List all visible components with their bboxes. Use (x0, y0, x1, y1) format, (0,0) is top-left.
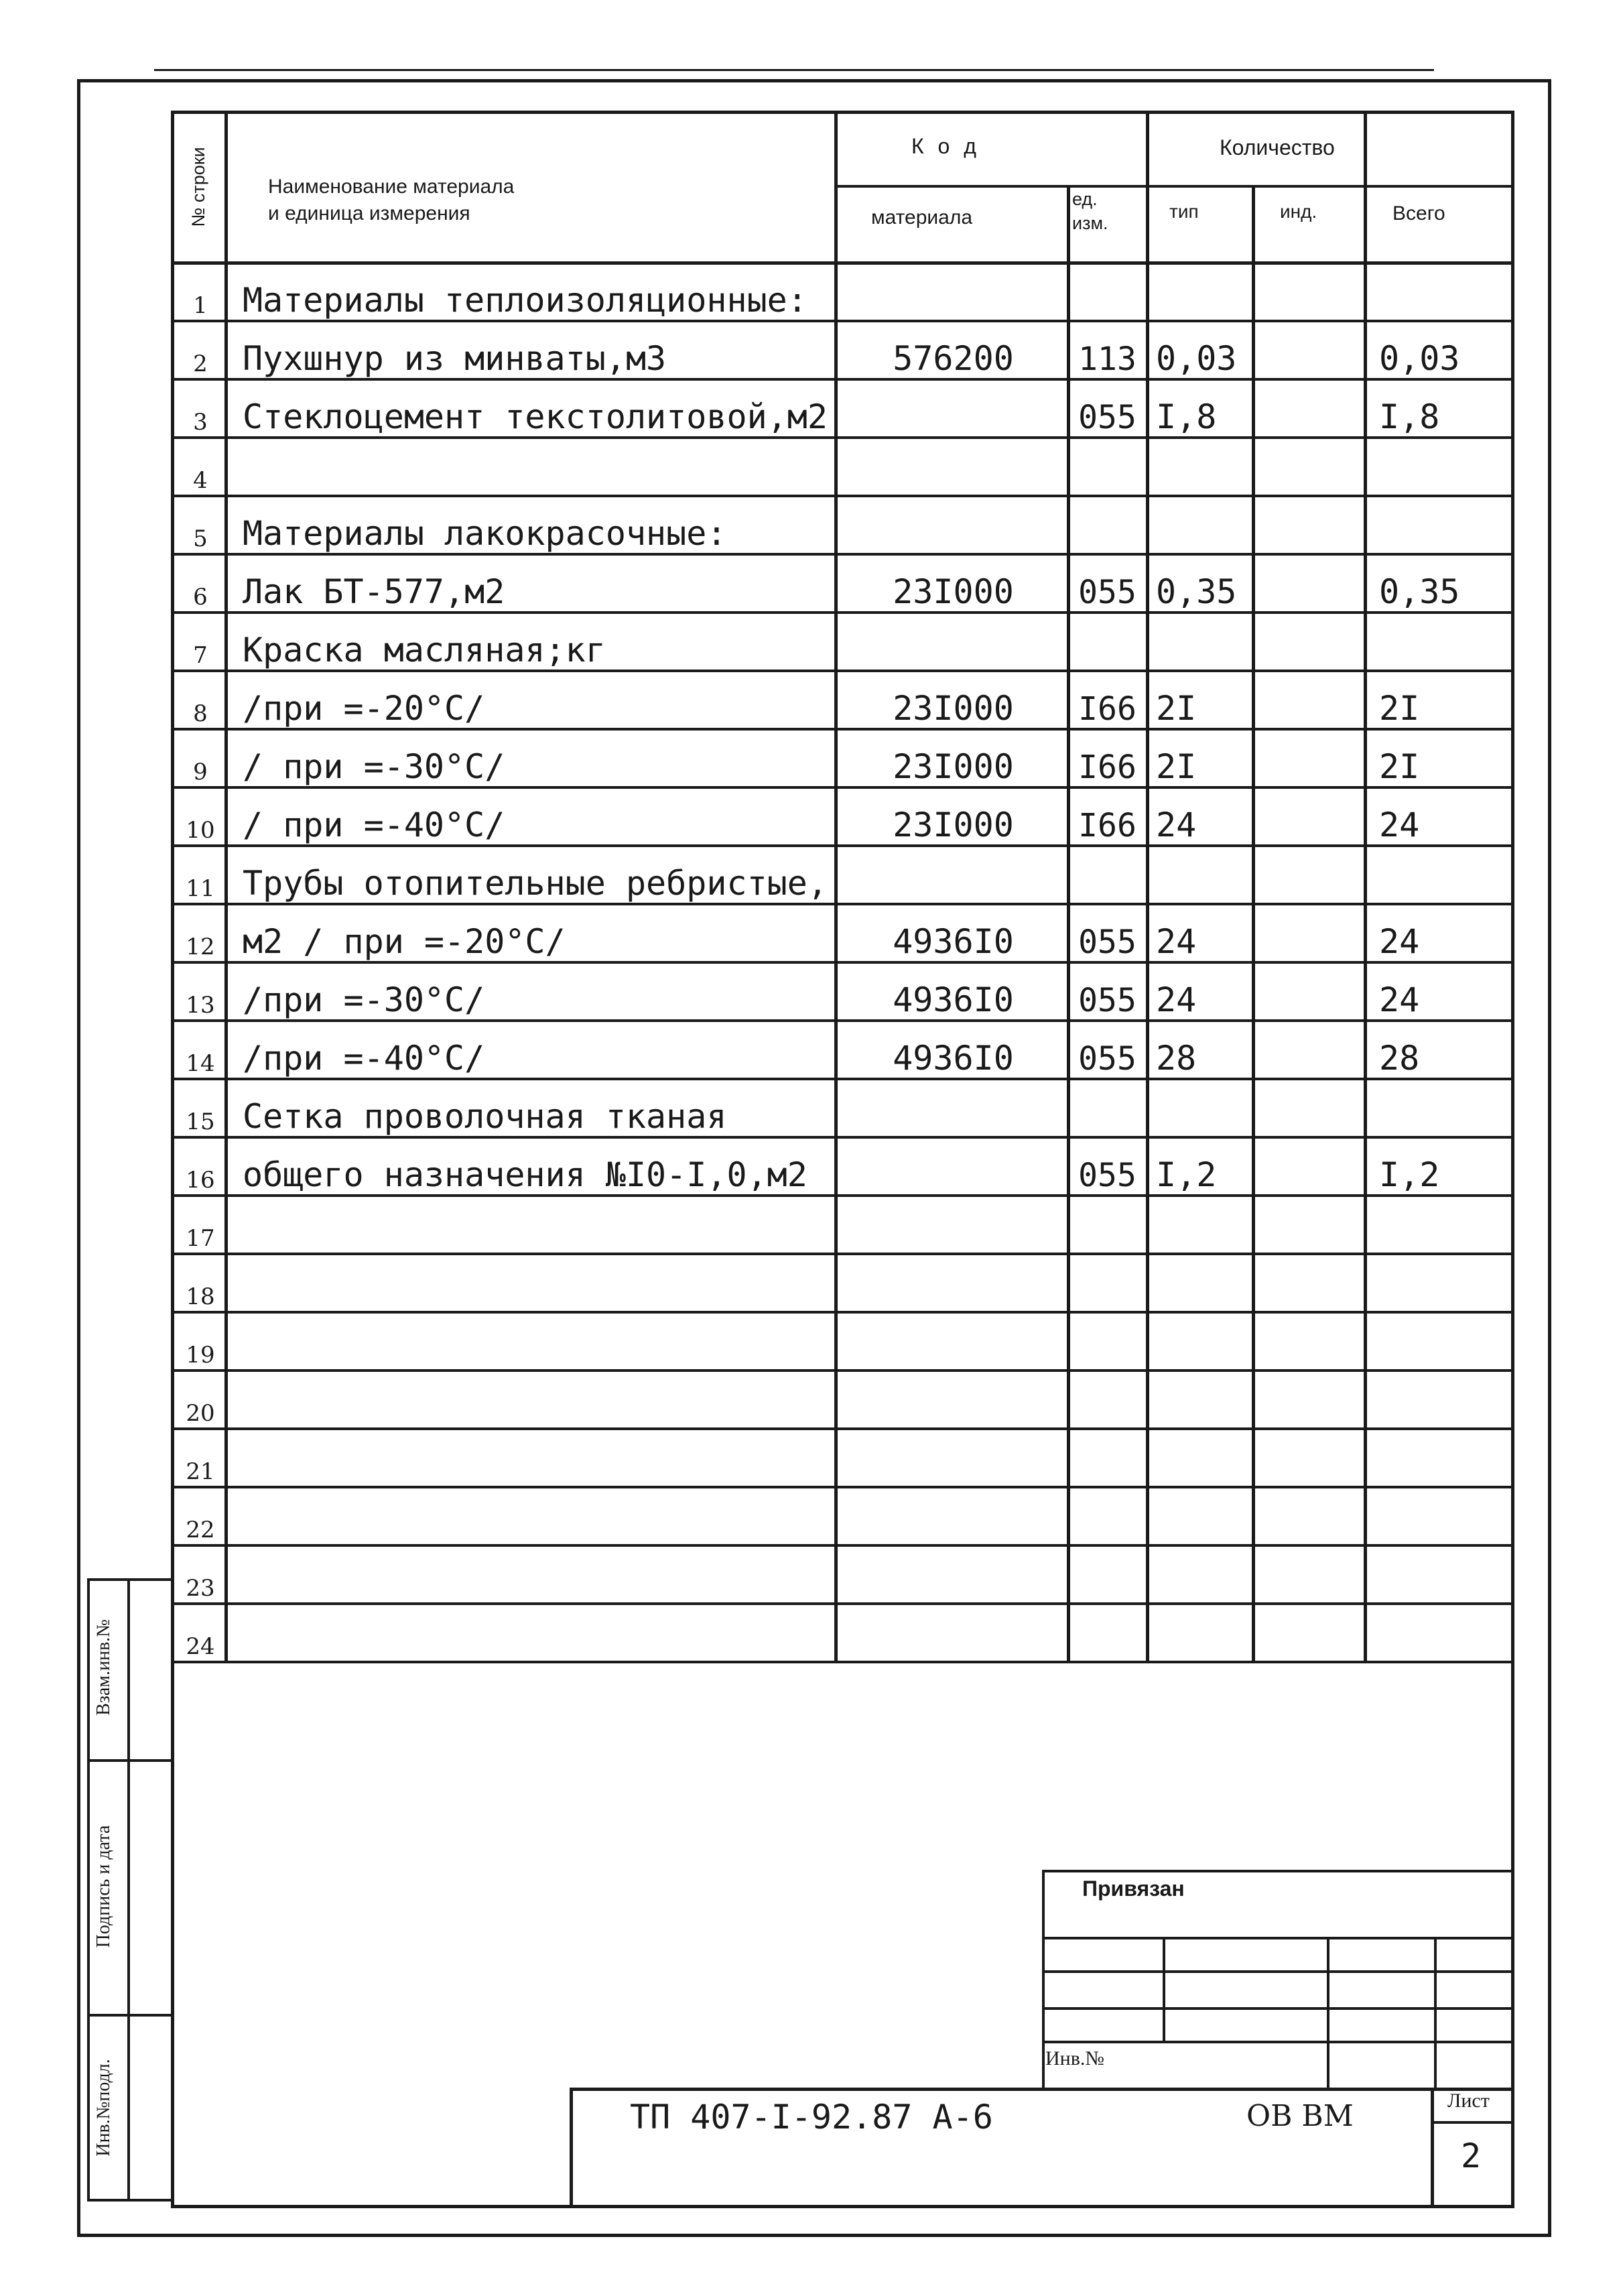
quantity-tip: 2I (1156, 689, 1197, 728)
row-number: 7 (193, 642, 208, 669)
side-stamp-divider-v (127, 1578, 130, 2202)
row-number: 5 (193, 525, 208, 552)
quantity-ind (1254, 729, 1358, 787)
material-code (838, 438, 1069, 496)
binding-row-1 (1042, 1937, 1514, 1939)
side-inv-podl: Инв.№подл. (93, 2059, 114, 2157)
quantity-tip (1149, 1370, 1250, 1429)
unit-code: I66 (1078, 690, 1137, 728)
unit-code: 055 (1078, 1040, 1137, 1078)
unit-code (1069, 1312, 1146, 1370)
quantity-total (1367, 1370, 1501, 1429)
quantity-tip (1149, 613, 1250, 671)
material-name (243, 438, 832, 496)
unit-code: 113 (1078, 340, 1137, 378)
quantity-total (1367, 1254, 1501, 1312)
title-sheet-hline (1431, 2121, 1514, 2124)
quantity-tip: 0,03 (1156, 339, 1237, 378)
quantity-tip: 28 (1156, 1039, 1197, 1078)
quantity-tip: 24 (1156, 806, 1197, 844)
side-stamp-divider-1 (87, 1759, 174, 1762)
material-code (838, 263, 1069, 321)
quantity-ind (1254, 1312, 1358, 1370)
unit-code (1069, 1079, 1146, 1137)
unit-code (1069, 1487, 1146, 1545)
quantity-ind (1254, 1137, 1358, 1196)
material-code (838, 846, 1069, 904)
sheet-label: Лист (1447, 2090, 1490, 2112)
unit-code (1069, 1604, 1146, 1662)
header-total: Всего (1392, 202, 1445, 225)
header-row-number: № строки (188, 147, 208, 227)
row-number: 10 (186, 817, 215, 844)
quantity-total (1367, 1079, 1501, 1137)
header-code: К о д (911, 134, 980, 158)
quantity-tip (1149, 263, 1250, 321)
material-code: 4936I0 (893, 1039, 1014, 1078)
header-tip: тип (1169, 201, 1199, 222)
quantity-tip: 0,35 (1156, 572, 1237, 611)
unit-code (1069, 263, 1146, 321)
side-signature-date: Подпись и дата (93, 1825, 114, 1948)
unit-code: 055 (1078, 982, 1137, 1019)
side-vzam-inv: Взам.инв.№ (93, 1619, 114, 1716)
unit-code (1069, 1254, 1146, 1312)
quantity-tip (1149, 1604, 1250, 1662)
material-code: 4936I0 (893, 922, 1014, 961)
unit-code (1069, 846, 1146, 904)
quantity-tip: 24 (1156, 922, 1197, 961)
quantity-ind (1254, 904, 1358, 962)
quantity-ind (1254, 438, 1358, 496)
quantity-total: 24 (1379, 922, 1420, 961)
quantity-ind (1254, 263, 1358, 321)
quantity-tip: I,8 (1156, 397, 1217, 436)
unit-code (1069, 1370, 1146, 1429)
quantity-total (1367, 1604, 1501, 1662)
quantity-ind (1254, 962, 1358, 1021)
quantity-total (1367, 1545, 1501, 1604)
quantity-tip (1149, 438, 1250, 496)
quantity-total: 2I (1379, 689, 1420, 728)
unit-code: 055 (1078, 923, 1137, 961)
material-code (838, 1137, 1069, 1196)
unit-code (1069, 1196, 1146, 1254)
material-code: 23I000 (893, 572, 1014, 611)
row-number: 15 (186, 1108, 215, 1135)
quantity-ind (1254, 1487, 1358, 1545)
quantity-tip (1149, 1487, 1250, 1545)
quantity-total: 0,03 (1379, 339, 1460, 378)
quantity-total: 24 (1379, 806, 1420, 844)
unit-code: 055 (1078, 399, 1137, 436)
material-name (243, 1370, 832, 1429)
quantity-total (1367, 1312, 1501, 1370)
quantity-ind (1254, 1254, 1358, 1312)
quantity-ind (1254, 787, 1358, 846)
unit-code: I66 (1078, 807, 1137, 844)
quantity-tip (1149, 1429, 1250, 1487)
quantity-ind (1254, 496, 1358, 554)
material-code (838, 379, 1069, 438)
row-number: 22 (186, 1517, 215, 1543)
binding-col-2 (1327, 1937, 1329, 2091)
row-number: 2 (193, 350, 208, 377)
quantity-tip: 24 (1156, 980, 1197, 1019)
material-code (838, 1604, 1069, 1662)
material-name: /при =-20°С/ (243, 689, 485, 728)
material-code (838, 1079, 1069, 1137)
material-code: 576200 (893, 339, 1014, 378)
material-name: Сетка проволочная тканая (243, 1097, 727, 1136)
row-number: 24 (186, 1633, 215, 1660)
quantity-total: 28 (1379, 1039, 1420, 1078)
row-number: 17 (186, 1225, 215, 1252)
material-name: Краска масляная;кг (243, 631, 606, 669)
quantity-ind (1254, 554, 1358, 613)
quantity-total: I,2 (1379, 1155, 1440, 1194)
material-code (838, 1487, 1069, 1545)
quantity-total (1367, 496, 1501, 554)
quantity-total: 2I (1379, 747, 1420, 786)
quantity-total (1367, 263, 1501, 321)
row-number: 11 (186, 875, 215, 902)
row-number: 19 (186, 1342, 215, 1368)
row-number: 9 (193, 759, 208, 785)
quantity-ind (1254, 1196, 1358, 1254)
header-code-underline (834, 185, 1514, 188)
row-number: 21 (186, 1458, 215, 1485)
material-name: м2 / при =-20°С/ (243, 922, 566, 961)
quantity-total (1367, 1429, 1501, 1487)
material-name: Пухшнур из минваты,м3 (243, 339, 667, 378)
material-code (838, 1196, 1069, 1254)
unit-code: I66 (1078, 749, 1137, 786)
quantity-tip (1149, 1312, 1250, 1370)
material-name: Стеклоцемент текстолитовой,м2 (243, 397, 828, 436)
material-code: 4936I0 (893, 980, 1014, 1019)
quantity-total (1367, 613, 1501, 671)
quantity-tip (1149, 1079, 1250, 1137)
material-name: Материалы лакокрасочные: (243, 514, 727, 553)
material-code (838, 1370, 1069, 1429)
material-name: / при =-40°С/ (243, 806, 505, 844)
binding-row-3 (1042, 2007, 1514, 2010)
quantity-total (1367, 846, 1501, 904)
binding-inv-label: Инв.№ (1045, 2047, 1105, 2069)
row-number: 18 (186, 1283, 215, 1310)
quantity-tip (1149, 1254, 1250, 1312)
binding-title: Привязан (1082, 1876, 1185, 1901)
material-name (243, 1312, 832, 1370)
unit-code (1069, 613, 1146, 671)
material-name: /при =-40°С/ (243, 1039, 485, 1078)
row-number: 6 (193, 584, 208, 611)
unit-code: 055 (1078, 574, 1137, 611)
material-code (838, 1545, 1069, 1604)
material-name (243, 1429, 832, 1487)
quantity-tip: I,2 (1156, 1155, 1217, 1194)
material-name: / при =-30°С/ (243, 747, 505, 786)
material-name: Материалы теплоизоляционные: (243, 281, 807, 320)
binding-col-1 (1163, 1937, 1165, 2041)
material-code (838, 1429, 1069, 1487)
quantity-total (1367, 1487, 1501, 1545)
material-name (243, 1545, 832, 1604)
quantity-ind (1254, 1604, 1358, 1662)
header-quantity: Количество (1220, 135, 1335, 160)
quantity-total: 24 (1379, 980, 1420, 1019)
row-number: 1 (193, 292, 208, 319)
header-name-line2: и единица измерения (268, 202, 470, 225)
binding-block (1042, 1870, 1514, 2091)
material-name: /при =-30°С/ (243, 980, 485, 1019)
unit-code (1069, 1545, 1146, 1604)
binding-col-3 (1434, 1937, 1437, 2091)
row-number: 8 (193, 700, 208, 727)
row-number: 3 (193, 409, 208, 436)
quantity-ind (1254, 671, 1358, 729)
quantity-ind (1254, 1429, 1358, 1487)
material-code: 23I000 (893, 806, 1014, 844)
material-name: общего назначения №I0-I,0,м2 (243, 1155, 807, 1194)
unit-code: 055 (1078, 1157, 1137, 1194)
material-name: Трубы отопительные ребристые, (243, 864, 828, 903)
quantity-total (1367, 1196, 1501, 1254)
quantity-tip (1149, 1196, 1250, 1254)
quantity-ind (1254, 846, 1358, 904)
material-name (243, 1254, 832, 1312)
quantity-ind (1254, 1370, 1358, 1429)
quantity-ind (1254, 613, 1358, 671)
quantity-total (1367, 438, 1501, 496)
quantity-total: I,8 (1379, 397, 1440, 436)
row-number: 4 (193, 467, 208, 494)
header-unit-line2: изм. (1072, 213, 1108, 233)
row-number: 20 (186, 1400, 215, 1427)
document-code: ТП 407-I-92.87 А-6 (630, 2098, 993, 2136)
header-unit-line1: ед. (1072, 189, 1098, 209)
row-number: 14 (186, 1050, 215, 1077)
row-number: 12 (186, 934, 215, 960)
top-rule (154, 69, 1434, 71)
quantity-ind (1254, 1545, 1358, 1604)
material-name (243, 1604, 832, 1662)
material-code (838, 1312, 1069, 1370)
material-code (838, 1254, 1069, 1312)
sheet-number: 2 (1461, 2136, 1482, 2175)
quantity-ind (1254, 321, 1358, 379)
header-ind: инд. (1280, 201, 1317, 222)
material-code (838, 613, 1069, 671)
material-code: 23I000 (893, 747, 1014, 786)
binding-row-2 (1042, 1970, 1514, 1973)
material-code (838, 496, 1069, 554)
unit-code (1069, 496, 1146, 554)
quantity-tip (1149, 1545, 1250, 1604)
unit-code (1069, 1429, 1146, 1487)
row-number: 13 (186, 992, 215, 1019)
quantity-ind (1254, 1021, 1358, 1079)
material-name: Лак БТ-577,м2 (243, 572, 505, 611)
quantity-total: 0,35 (1379, 572, 1460, 611)
header-material: материала (871, 206, 973, 229)
document-mark: ОВ ВМ (1246, 2099, 1354, 2133)
header-name-line1: Наименование материала (268, 176, 515, 198)
material-code: 23I000 (893, 689, 1014, 728)
binding-row-4 (1042, 2041, 1514, 2043)
quantity-ind (1254, 379, 1358, 438)
title-sheet-divider (1431, 2088, 1434, 2208)
material-name (243, 1487, 832, 1545)
side-stamp-divider-2 (87, 2014, 174, 2017)
quantity-ind (1254, 1079, 1358, 1137)
material-name (243, 1196, 832, 1254)
quantity-tip (1149, 496, 1250, 554)
row-number: 16 (186, 1167, 215, 1194)
quantity-tip (1149, 846, 1250, 904)
unit-code (1069, 438, 1146, 496)
quantity-tip: 2I (1156, 747, 1197, 786)
row-number: 23 (186, 1575, 215, 1602)
